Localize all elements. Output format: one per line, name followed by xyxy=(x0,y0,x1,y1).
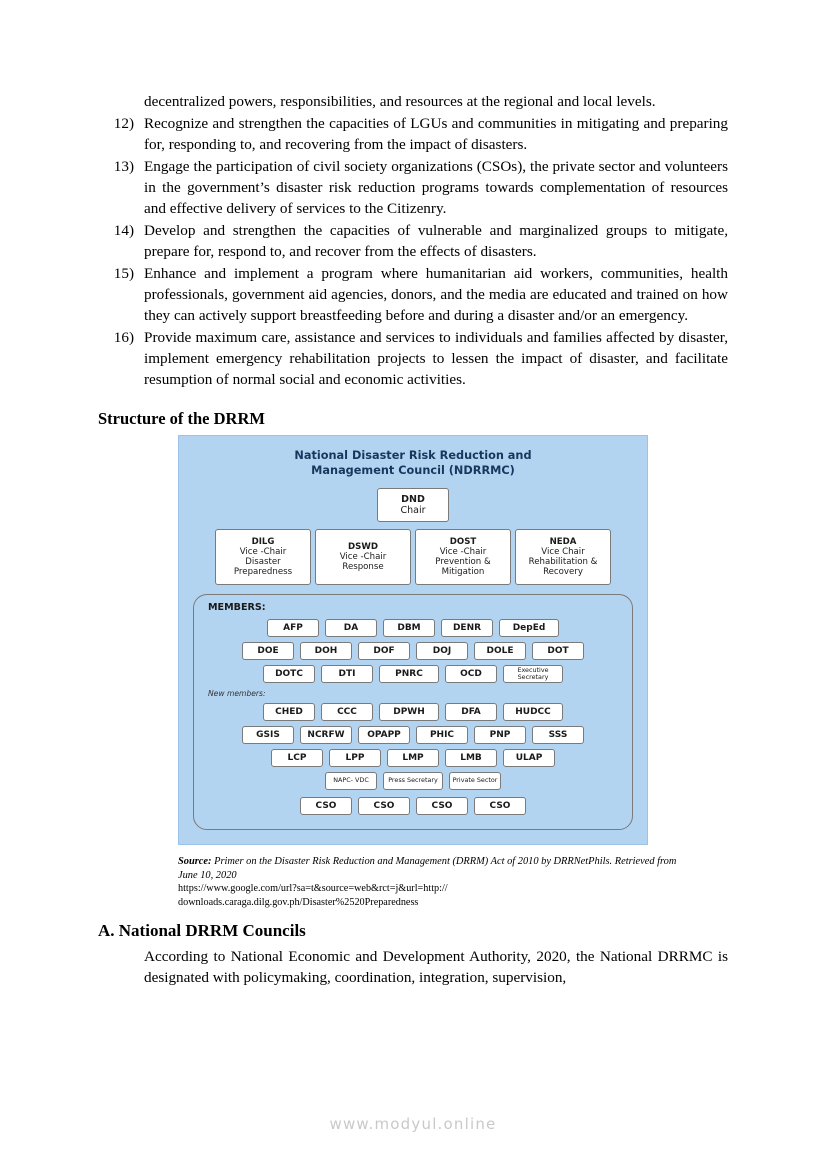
vice-chair-area-line2: Mitigation xyxy=(441,567,485,578)
members-panel xyxy=(193,594,633,830)
vice-chair-area-line2: Recovery xyxy=(543,567,583,578)
member-box: CHED xyxy=(263,703,315,721)
new-members-row-3 xyxy=(202,749,624,767)
list-item xyxy=(98,221,728,263)
vice-chair-role: Vice Chair xyxy=(541,546,585,557)
members-row-1 xyxy=(202,619,624,637)
list-item-number: 15) xyxy=(113,264,134,282)
section-a-heading: A. National DRRM Councils xyxy=(98,921,306,940)
member-box: PHIC xyxy=(416,726,468,744)
list-item-number: 12) xyxy=(113,114,134,132)
chart-title xyxy=(193,448,633,479)
member-box: ULAP xyxy=(503,749,555,767)
member-box: HUDCC xyxy=(503,703,563,721)
member-box: DOJ xyxy=(416,642,468,660)
list-item-text: Engage the participation of civil society organizations (CSOs), the private sector and volunteers in the government’s disaster risk reduction programs towards complementation of resources and effective delivery of services to the Citizenry. xyxy=(144,157,728,217)
member-box: DOTC xyxy=(263,665,315,683)
list-item xyxy=(98,157,728,220)
list-item xyxy=(98,114,728,156)
member-box: PNRC xyxy=(379,665,439,683)
vice-chair-area-line1: Response xyxy=(342,562,384,573)
vice-chair-row xyxy=(193,529,633,585)
member-box: DOH xyxy=(300,642,352,660)
vice-chair-role: Vice -Chair xyxy=(439,546,487,557)
list-item-text: Recognize and strengthen the capacities of LGUs and communities in mitigating and preparing for, responding to, and recovering from the impact of disasters. xyxy=(144,114,728,153)
numbered-list xyxy=(98,114,728,391)
members-row-2 xyxy=(202,642,624,660)
chair-agency: DND xyxy=(401,493,425,505)
vice-chair-box-dost xyxy=(415,529,511,585)
figure-source xyxy=(178,855,698,909)
member-box: DOE xyxy=(242,642,294,660)
ndrrmc-figure xyxy=(178,435,648,846)
vice-chair-area-line1: Disaster xyxy=(245,557,281,568)
member-box: DENR xyxy=(441,619,493,637)
member-box: DTI xyxy=(321,665,373,683)
structure-heading: Structure of the DRRM xyxy=(98,408,265,428)
source-label: Source: xyxy=(178,856,212,868)
new-members-row-2 xyxy=(202,726,624,744)
member-box: LCP xyxy=(271,749,323,767)
cso-box: CSO xyxy=(416,797,468,815)
member-box: OCD xyxy=(445,665,497,683)
list-item xyxy=(98,328,728,391)
vice-chair-area-line1: Rehabilitation & xyxy=(528,557,598,568)
member-box: DPWH xyxy=(379,703,439,721)
list-item-number: 14) xyxy=(113,221,134,239)
vice-chair-role: Vice -Chair xyxy=(239,546,287,557)
vice-chair-agency: DSWD xyxy=(348,541,378,552)
member-box: OPAPP xyxy=(358,726,410,744)
chair-box xyxy=(377,488,449,522)
vice-chair-role: Vice -Chair xyxy=(339,551,387,562)
member-box: CCC xyxy=(321,703,373,721)
member-box: AFP xyxy=(267,619,319,637)
member-box: DOF xyxy=(358,642,410,660)
new-members-label: New members: xyxy=(208,689,266,699)
chair-role: Chair xyxy=(400,505,426,517)
vice-chair-box-dilg xyxy=(215,529,311,585)
list-item-text: Provide maximum care, assistance and services to individuals and families affected by disaster, implement emergency rehabilitation projects to lessen the impact of disaster, and facilitate resumption of normal social and economic activities. xyxy=(144,328,728,388)
members-label: MEMBERS: xyxy=(208,602,266,614)
member-box-private-sector: Private Sector xyxy=(449,772,501,790)
member-box: GSIS xyxy=(242,726,294,744)
new-members-row-4 xyxy=(202,772,624,790)
vice-chair-box-dswd xyxy=(315,529,411,585)
cso-box: CSO xyxy=(300,797,352,815)
cso-box: CSO xyxy=(474,797,526,815)
member-box-press-secretary: Press Secretary xyxy=(383,772,443,790)
source-citation: Primer on the Disaster Risk Reduction and Management (DRRM) Act of 2010 by DRRNetPhils. Retrieved from June 10, 2020 xyxy=(178,856,677,881)
member-box: SSS xyxy=(532,726,584,744)
source-url-line2: downloads.caraga.dilg.gov.ph/Disaster%2520Preparedness xyxy=(178,896,419,908)
member-box: NCRFW xyxy=(300,726,352,744)
chart-title-line2: Management Council (NDRRMC) xyxy=(311,463,515,477)
new-members-row-1 xyxy=(202,703,624,721)
chart-title-line1: National Disaster Risk Reduction and xyxy=(294,448,532,462)
member-box: DOLE xyxy=(474,642,526,660)
member-box: DBM xyxy=(383,619,435,637)
vice-chair-area-line2: Preparedness xyxy=(233,567,293,578)
section-a-paragraph: According to National Economic and Development Authority, 2020, the National DRRMC is designated with policymaking, coordination, integration, supervision, xyxy=(144,948,728,986)
cso-row xyxy=(202,797,624,815)
list-item-text: Develop and strengthen the capacities of vulnerable and marginalized groups to mitigate, prepare for, respond to, and recover from the effects of disasters. xyxy=(144,221,728,260)
members-row-3 xyxy=(202,665,624,683)
continued-paragraph: decentralized powers, responsibilities, and resources at the regional and local levels. xyxy=(144,93,656,110)
member-box: LMP xyxy=(387,749,439,767)
member-box: DFA xyxy=(445,703,497,721)
member-box-executive-secretary: Executive Secretary xyxy=(503,665,563,683)
vice-chair-box-neda xyxy=(515,529,611,585)
cso-box: CSO xyxy=(358,797,410,815)
list-item-number: 16) xyxy=(113,328,134,346)
member-box: PNP xyxy=(474,726,526,744)
member-box: DepEd xyxy=(499,619,559,637)
list-item xyxy=(98,264,728,327)
vice-chair-agency: NEDA xyxy=(549,536,577,547)
vice-chair-area-line1: Prevention & xyxy=(435,557,491,568)
vice-chair-agency: DOST xyxy=(449,536,477,547)
ndrrmc-chart xyxy=(178,435,648,846)
list-item-number: 13) xyxy=(113,157,134,175)
member-box: DA xyxy=(325,619,377,637)
list-item-text: Enhance and implement a program where humanitarian aid workers, communities, health professionals, government aid agencies, donors, and the media are educated and trained on how they can actively support breastfeeding before and during a disaster and/or an emergency. xyxy=(144,264,728,324)
member-box-napc-vdc: NAPC- VDC xyxy=(325,772,377,790)
member-box: DOT xyxy=(532,642,584,660)
source-url-line1: https://www.google.com/url?sa=t&source=web&rct=j&url=http:// xyxy=(178,883,448,895)
watermark: www.modyul.online xyxy=(329,1115,497,1133)
member-box: LMB xyxy=(445,749,497,767)
member-box: LPP xyxy=(329,749,381,767)
chair-row xyxy=(193,488,633,522)
vice-chair-agency: DILG xyxy=(251,536,275,547)
